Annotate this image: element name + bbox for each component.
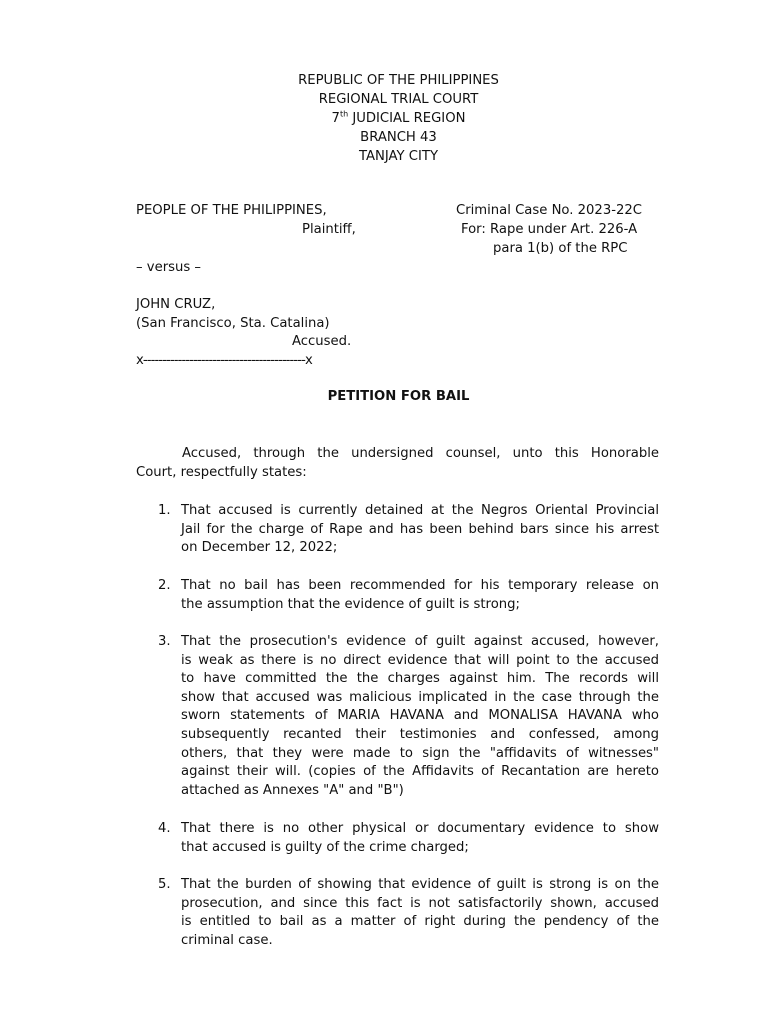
case-charge-line2: para 1(b) of the RPC: [493, 241, 628, 256]
header-branch: BRANCH 43: [360, 130, 437, 145]
header-city: TANJAY CITY: [358, 149, 439, 164]
item-line: is weak as there is no direct evidence that will point to the accused: [181, 652, 659, 668]
list-item: [181, 577, 659, 596]
versus-label: – versus –: [136, 260, 202, 275]
item-line: is entitled to bail as a matter of right during the pendency of the: [181, 914, 659, 930]
item-line: that accused is guilty of the crime charged;: [181, 840, 469, 855]
item-line: That no bail has been recommended for his temporary release on: [181, 578, 659, 593]
item-line: That accused is currently detained at the Negros Oriental Provincial: [181, 503, 659, 518]
accused-address: (San Francisco, Sta. Catalina): [136, 316, 330, 331]
plaintiff-name: PEOPLE OF THE PHILIPPINES,: [136, 203, 327, 218]
item-line: criminal case.: [181, 933, 273, 948]
item-number: 4.: [158, 821, 171, 836]
header-republic: REPUBLIC OF THE PHILIPPINES: [298, 73, 499, 88]
accused-role: Accused.: [292, 334, 352, 349]
caption-separator: x------------------------------------------x: [136, 353, 312, 368]
header-region: 7th JUDICIAL REGION: [331, 109, 466, 126]
item-line: show that accused was malicious implicated in the case through the: [181, 689, 659, 705]
item-line: prosecution, and since this fact is not satisfactorily shown, accused: [181, 895, 659, 911]
item-line: Jail for the charge of Rape and has been behind bars since his arrest: [181, 521, 659, 537]
item-number: 5.: [158, 877, 171, 892]
item-line: the assumption that the evidence of guilt is strong;: [181, 597, 520, 612]
item-line: others, that they were made to sign the "affidavits of witnesses": [181, 745, 659, 761]
list-item: [181, 876, 659, 932]
list-item: [181, 502, 659, 539]
intro-paragraph: [136, 445, 659, 464]
list-item: [181, 633, 659, 782]
item-number: 3.: [158, 634, 171, 649]
intro-line: Court, respectfully states:: [136, 465, 307, 480]
case-charge-line1: For: Rape under Art. 226-A: [461, 222, 638, 237]
intro-line: Accused, through the undersigned counsel, unto this Honorable: [182, 446, 659, 461]
item-line: against their will. (copies of the Affidavits of Recantation are hereto: [181, 764, 659, 780]
petition-title: PETITION FOR BAIL: [327, 389, 470, 404]
item-line: That the prosecution's evidence of guilt against accused, however,: [181, 634, 659, 649]
accused-name: JOHN CRUZ,: [136, 297, 216, 312]
item-line: That the burden of showing that evidence of guilt is strong is on the: [181, 877, 659, 892]
item-line: to have committed the the charges against him. The records will: [181, 671, 659, 687]
case-number: Criminal Case No. 2023-22C: [456, 203, 642, 218]
item-number: 1.: [158, 503, 171, 518]
plaintiff-role: Plaintiff,: [302, 222, 356, 237]
item-line: subsequently recanted their testimonies and confessed, among: [181, 726, 659, 742]
item-number: 2.: [158, 578, 171, 593]
list-item: [181, 820, 659, 839]
item-line: on December 12, 2022;: [181, 540, 338, 555]
item-line: sworn statements of MARIA HAVANA and MONALISA HAVANA who: [181, 708, 659, 724]
item-line: attached as Annexes "A" and "B"): [181, 783, 404, 798]
item-line: That there is no other physical or documentary evidence to show: [181, 821, 659, 836]
header-court: REGIONAL TRIAL COURT: [318, 92, 479, 107]
